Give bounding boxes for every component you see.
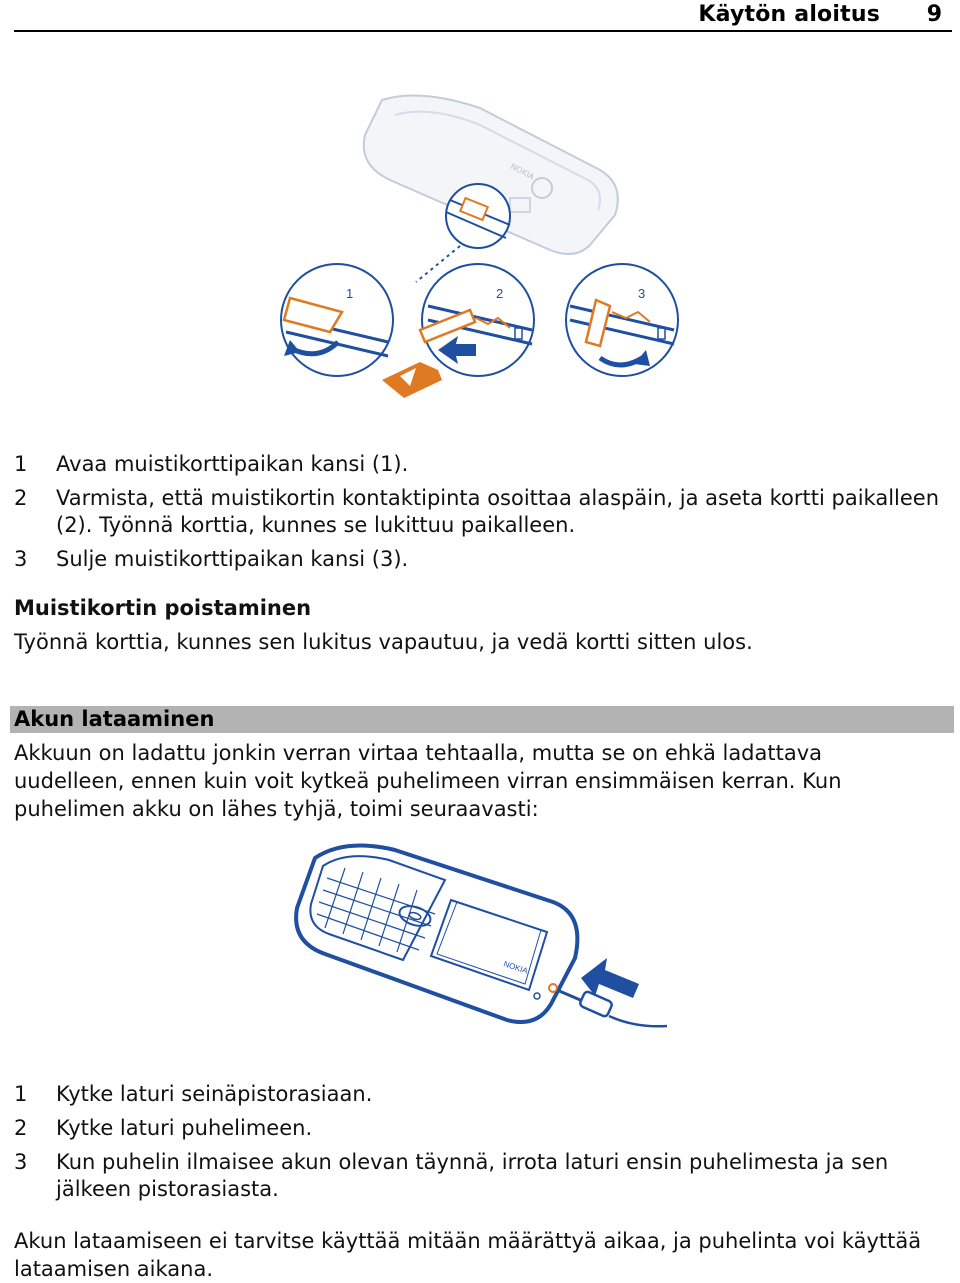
charging-steps [14, 1081, 940, 1210]
section-heading: Akun lataaminen [14, 707, 215, 731]
phone-brand-front: NOKIA [502, 959, 529, 976]
charging-footer-text: Akun lataamiseen ei tarvitse käyttää mitään määrättyä aikaa, ja puhelinta voi käyttää lataamisen aikana. [14, 1229, 922, 1281]
memory-card-steps [14, 451, 940, 580]
list-item: 2 Varmista, että muistikortin kontaktipinta osoittaa alaspäin, ja aseta kortti paikalleen (2). Työnnä korttia, kunnes se lukittuu paikalleen. [14, 486, 940, 537]
page-header [14, 0, 952, 32]
memory-card-illustration [270, 80, 700, 410]
page-number: 9 [926, 2, 942, 27]
step-label-3: 3 [638, 286, 646, 301]
phone-front-illustration [296, 846, 577, 1023]
memory-card-icon [382, 362, 442, 398]
step-circle-2 [420, 264, 534, 376]
step-label-2: 2 [496, 286, 504, 301]
step-label-1: 1 [346, 286, 354, 301]
header-title: Käytön aloitus [698, 2, 880, 27]
section-heading-bar [10, 706, 954, 733]
phone-brand-label: NOKIA [509, 161, 536, 182]
list-item: 2 Kytke laturi puhelimeen. [14, 1116, 313, 1140]
removal-text: Työnnä korttia, kunnes sen lukitus vapautuu, ja vedä kortti sitten ulos. [14, 630, 753, 654]
charger-plug [557, 990, 667, 1026]
removal-heading: Muistikortin poistaminen [14, 596, 312, 620]
charging-illustration [285, 838, 675, 1038]
list-item: 3 Kun puhelin ilmaisee akun olevan täynnä, irrota laturi ensin puhelimesta ja sen jälkeen pistorasiasta. [14, 1150, 889, 1201]
step-circle-3 [566, 264, 678, 376]
battery-intro: Akkuun on ladattu jonkin verran virtaa tehtaalla, mutta se on ehkä ladattava uudelleen, ennen kuin voit kytkeä puhelimeen virran ensimmäisen kerran. Kun puhelimen akku on lähes tyhjä, toimi seuraavasti: [14, 741, 842, 821]
list-item: 1 Avaa muistikorttipaikan kansi (1). [14, 452, 409, 476]
step-circle-1 [281, 264, 393, 376]
list-item: 3 Sulje muistikorttipaikan kansi (3). [14, 547, 409, 571]
list-item: 1 Kytke laturi seinäpistorasiaan. [14, 1082, 373, 1106]
